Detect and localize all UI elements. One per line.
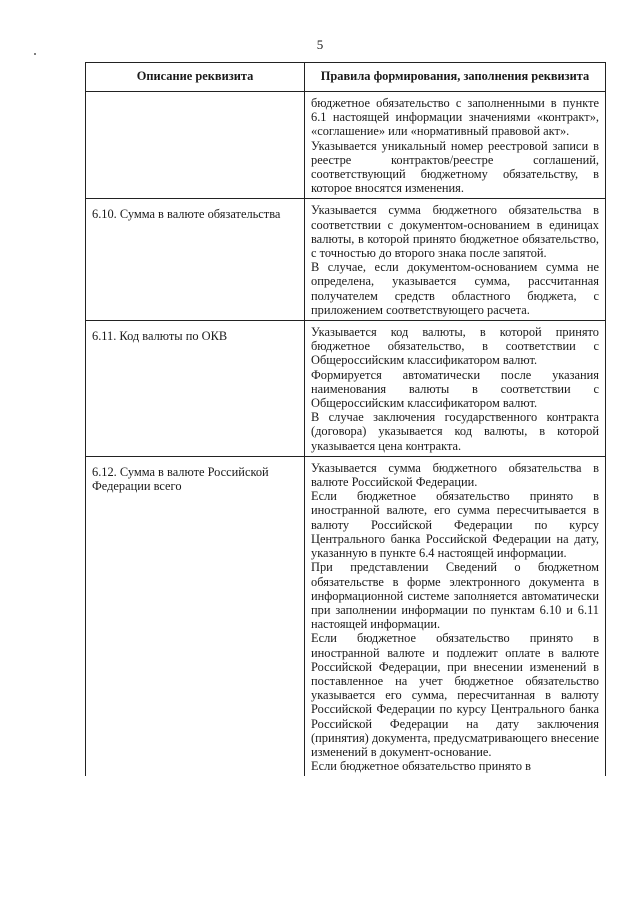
table-row <box>86 199 606 321</box>
rule-paragraph: Указывается сумма бюджетного обязательства в валюте Российской Федерации. <box>311 460 599 490</box>
rule-paragraph: Указывается сумма бюджетного обязательства в соответствии с документом-основанием в единицах валюты, в которой принято бюджетное обязательство, с точностью до второго знака после запятой. <box>311 203 599 261</box>
row-description: 6.10. Сумма в валюте обязательства <box>86 199 305 321</box>
table-header-row <box>86 63 606 92</box>
rule-paragraph: Формируется автоматически после указания наименования валюты в соответствии с Общероссийским классификатором валют. <box>311 367 599 411</box>
row-description: 6.11. Код валюты по ОКВ <box>86 321 305 457</box>
rule-paragraph: В случае заключения государственного контракта (договора) указывается код валюты, в которой указывается цена контракта. <box>311 410 599 453</box>
page-number: 5 <box>316 37 324 52</box>
row-rules <box>305 456 606 776</box>
row-description <box>86 92 305 199</box>
row-rules <box>305 92 606 199</box>
table-row <box>86 456 606 776</box>
rule-paragraph: Указывается уникальный номер реестровой записи в реестре контрактов/реестре соглашений, соответствующий бюджетному обязательству, в которое вносятся изменения. <box>311 138 599 196</box>
requisites-table <box>85 62 606 776</box>
rule-paragraph: Если бюджетное обязательство принято в иностранной валюте, его сумма пересчитывается в валюту Российской Федерации по курсу Центрального банка Российской Федерации на дату, указанную в пункте 6.4 настоящей информации. <box>311 489 599 561</box>
rule-paragraph: В случае, если документом-основанием сумма не определена, указывается сумма, рассчитанная получателем средств областного бюджета, с приложением соответствующего расчета. <box>311 260 599 317</box>
rule-paragraph: Если бюджетное обязательство принято в <box>311 759 531 774</box>
header-description: Описание реквизита <box>86 63 305 92</box>
header-rules: Правила формирования, заполнения реквизита <box>305 63 606 92</box>
row-rules <box>305 199 606 321</box>
rule-paragraph: Указывается код валюты, в которой принято бюджетное обязательство, в соответствии с Общероссийским классификатором валют. <box>311 325 599 368</box>
table-row <box>86 92 606 199</box>
row-description: 6.12. Сумма в валюте Российской Федерации всего <box>86 456 305 776</box>
table-row <box>86 321 606 457</box>
rule-paragraph: бюджетное обязательство с заполненными в пункте 6.1 настоящей информации значениями «контракт», «соглашение» или «нормативный правовой акт». <box>311 96 599 139</box>
row-rules <box>305 321 606 457</box>
rule-paragraph: Если бюджетное обязательство принято в иностранной валюте и подлежит оплате в валюте Российской Федерации, при внесении изменений в поставленное на учет бюджетное обязательство указывается его сумма, пересчитанная в валюту Российской Федерации по курсу Центрального банка Российской Федерации на дату заключения (принятия) документа, предусматривающего внесение изменений в документ-основание. <box>311 631 599 759</box>
rule-paragraph: При представлении Сведений о бюджетном обязательстве в форме электронного документа в информационной системе заполняется автоматически при заполнении информации по пунктам 6.10 и 6.11 настоящей информации. <box>311 560 599 632</box>
scan-speck <box>34 53 36 55</box>
